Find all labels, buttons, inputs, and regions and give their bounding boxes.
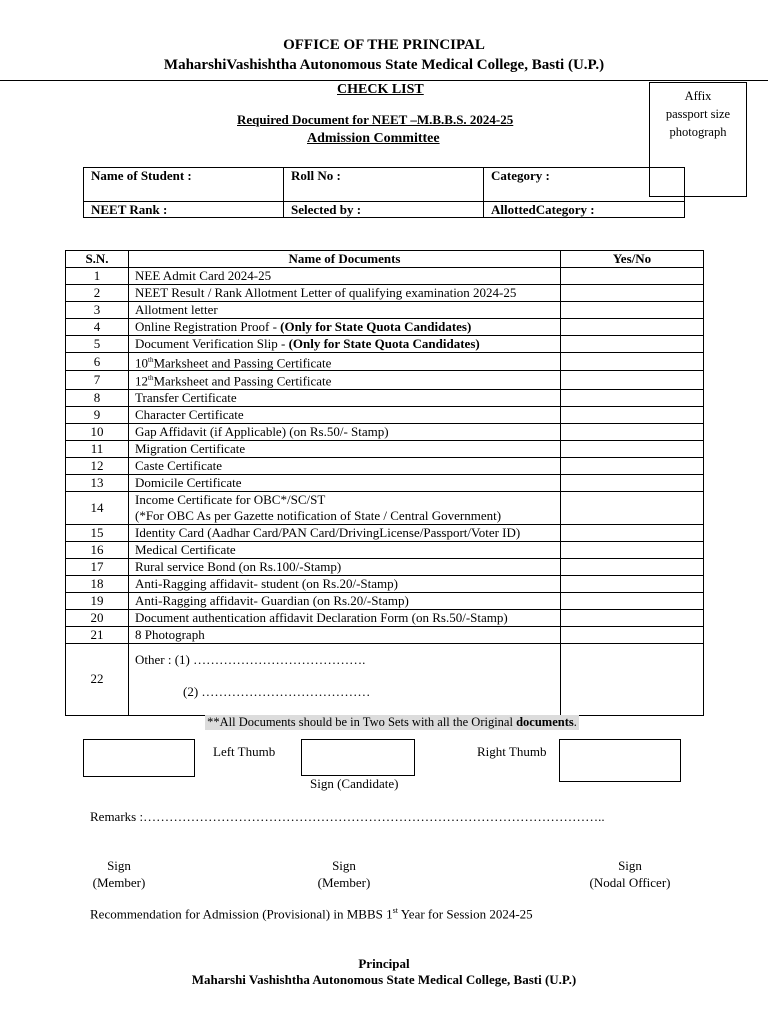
sn-cell: 1 [66, 268, 129, 285]
signature-role: (Member) [92, 875, 146, 890]
yes-no-cell[interactable] [561, 592, 704, 609]
yes-no-cell[interactable] [561, 609, 704, 626]
document-name: Character Certificate [135, 406, 244, 422]
selected-by-field[interactable]: Selected by : [284, 202, 484, 218]
documents-table [65, 250, 704, 716]
yes-no-cell[interactable] [561, 575, 704, 592]
yes-no-cell[interactable] [561, 643, 704, 715]
sn-cell: 15 [66, 524, 129, 541]
grade-number: 10 [135, 355, 148, 371]
table-row [66, 423, 704, 440]
right-thumb-label: Right Thumb [477, 744, 547, 759]
sn-cell: 20 [66, 609, 129, 626]
document-subnote: (*For OBC As per Gazette notification of State / Central Government) [135, 507, 502, 523]
yes-no-header: Yes/No [561, 251, 704, 268]
document-cell [129, 285, 561, 302]
sn-cell: 10 [66, 423, 129, 440]
table-row [66, 406, 704, 423]
document-name: Anti-Ragging affidavit- student (on Rs.20/-Stamp) [135, 575, 398, 591]
required-doc-title: Required Document for NEET –M.B.B.S. 2024-25 [237, 112, 514, 127]
document-name: Income Certificate for OBC*/SC/ST [135, 491, 326, 507]
document-note: (Only for State Quota Candidates) [288, 336, 480, 351]
yes-no-cell[interactable] [561, 524, 704, 541]
sn-cell: 6 [66, 353, 129, 371]
document-cell [129, 524, 561, 541]
documents-header: Name of Documents [129, 251, 561, 268]
document-name: Document authentication affidavit Declaration Form (on Rs.50/-Stamp) [135, 609, 508, 625]
document-cell [129, 302, 561, 319]
signature-sign: Sign [332, 858, 356, 873]
yes-no-cell[interactable] [561, 302, 704, 319]
document-name: NEE Admit Card 2024-25 [135, 268, 272, 283]
document-name: NEET Result / Rank Allotment Letter of qualifying examination 2024-25 [135, 285, 517, 300]
yes-no-cell[interactable] [561, 626, 704, 643]
recommendation-sup: st [392, 906, 398, 915]
document-name: Identity Card (Aadhar Card/PAN Card/DrivingLicense/Passport/Voter ID) [135, 524, 521, 540]
recommendation-pre: Recommendation for Admission (Provisional) in MBBS 1 [90, 906, 393, 922]
document-cell [129, 609, 561, 626]
document-cell [129, 558, 561, 575]
sn-cell: 9 [66, 406, 129, 423]
document-cell [129, 626, 561, 643]
member-signature-2 [314, 857, 374, 891]
table-row [66, 558, 704, 575]
document-cell [129, 319, 561, 336]
sn-cell: 13 [66, 474, 129, 491]
table-row [66, 353, 704, 371]
document-cell [129, 423, 561, 440]
document-cell [129, 491, 561, 524]
document-name: Migration Certificate [135, 440, 246, 456]
note-bold: documents [516, 715, 574, 729]
roll-no-field[interactable]: Roll No : [284, 168, 484, 202]
table-row [66, 592, 704, 609]
signature-sign: Sign [107, 858, 131, 873]
document-name: Document Verification Slip - [135, 336, 289, 351]
sn-cell: 12 [66, 457, 129, 474]
left-thumb-label: Left Thumb [213, 744, 276, 759]
document-cell [129, 336, 561, 353]
photo-box-line: photograph [669, 125, 727, 139]
sn-cell: 2 [66, 285, 129, 302]
sn-cell: 19 [66, 592, 129, 609]
other-line-1: Other : (1) …………………………………. [135, 651, 366, 667]
sn-cell: 5 [66, 336, 129, 353]
yes-no-cell[interactable] [561, 285, 704, 302]
remarks-line[interactable]: Remarks :…………………………………………………………………………………………….. [90, 809, 605, 824]
principal-title: Principal [358, 956, 410, 971]
student-info-table [83, 167, 685, 218]
table-row [66, 491, 704, 524]
document-name: Anti-Ragging affidavit- Guardian (on Rs.20/-Stamp) [135, 592, 409, 608]
table-row [66, 541, 704, 558]
document-name: Transfer Certificate [135, 389, 237, 405]
yes-no-cell[interactable] [561, 491, 704, 524]
signature-role: (Member) [317, 875, 371, 890]
table-row [66, 319, 704, 336]
yes-no-cell[interactable] [561, 423, 704, 440]
yes-no-cell[interactable] [561, 371, 704, 389]
yes-no-cell[interactable] [561, 558, 704, 575]
candidate-sign-label: Sign (Candidate) [310, 776, 399, 791]
committee-title: Admission Committee [307, 131, 440, 146]
table-row [66, 626, 704, 643]
table-row [66, 524, 704, 541]
grade-number: 12 [135, 373, 148, 389]
document-cell [129, 440, 561, 457]
sn-header: S.N. [66, 251, 129, 268]
allotted-category-field[interactable]: AllottedCategory : [484, 202, 685, 218]
documents-note [205, 715, 579, 730]
document-name: Domicile Certificate [135, 474, 242, 490]
header-divider [0, 80, 768, 81]
yes-no-cell[interactable] [561, 541, 704, 558]
document-cell [129, 353, 561, 371]
table-row [66, 302, 704, 319]
office-heading: OFFICE OF THE PRINCIPAL [283, 37, 485, 53]
right-thumb-box[interactable] [559, 739, 681, 782]
yes-no-cell[interactable] [561, 268, 704, 285]
yes-no-cell[interactable] [561, 440, 704, 457]
nodal-officer-signature [585, 857, 675, 891]
yes-no-cell[interactable] [561, 389, 704, 406]
sn-cell: 7 [66, 371, 129, 389]
table-row [66, 609, 704, 626]
document-cell [129, 592, 561, 609]
table-row [66, 371, 704, 389]
left-thumb-box[interactable] [83, 739, 195, 777]
document-cell [129, 575, 561, 592]
table-row [66, 575, 704, 592]
document-cell [129, 457, 561, 474]
sn-cell: 11 [66, 440, 129, 457]
recommendation-post: Year for Session 2024-25 [397, 906, 533, 922]
document-name: Medical Certificate [135, 541, 236, 557]
document-cell [129, 474, 561, 491]
photo-box-line: Affix [684, 89, 712, 103]
footer-college: Maharshi Vashishtha Autonomous State Medical College, Basti (U.P.) [191, 972, 577, 987]
sn-cell: 8 [66, 389, 129, 406]
document-name: Marksheet and Passing Certificate [153, 373, 332, 389]
sn-cell: 3 [66, 302, 129, 319]
signature-role: (Nodal Officer) [589, 875, 671, 890]
sn-cell: 16 [66, 541, 129, 558]
document-cell [129, 389, 561, 406]
college-heading: MaharshiVashishtha Autonomous State Medical College, Basti (U.P.) [163, 57, 605, 73]
document-name: Online Registration Proof - [135, 319, 281, 334]
neet-rank-field[interactable]: NEET Rank : [84, 202, 284, 218]
document-name: 8 Photograph [135, 626, 205, 642]
table-row [66, 285, 704, 302]
photo-box-line: passport size [665, 107, 731, 121]
table-row [66, 268, 704, 285]
grade-sup: th [148, 356, 154, 364]
table-row [66, 389, 704, 406]
table-row [66, 457, 704, 474]
recommendation-text [90, 906, 533, 922]
sn-cell: 14 [66, 491, 129, 524]
document-cell [129, 406, 561, 423]
sn-cell: 17 [66, 558, 129, 575]
member-signature-1 [89, 857, 149, 891]
document-name: Rural service Bond (on Rs.100/-Stamp) [135, 558, 342, 574]
candidate-sign-box[interactable] [301, 739, 415, 776]
table-row-other [66, 643, 704, 715]
other-documents-cell[interactable] [129, 643, 561, 715]
sn-cell: 18 [66, 575, 129, 592]
document-cell [129, 371, 561, 389]
document-name: Allotment letter [135, 302, 218, 317]
sn-cell: 21 [66, 626, 129, 643]
check-list-title: CHECK LIST [337, 82, 424, 97]
sn-cell: 22 [66, 643, 129, 715]
document-name: Caste Certificate [135, 457, 222, 473]
yes-no-cell[interactable] [561, 457, 704, 474]
document-note: (Only for State Quota Candidates) [280, 319, 472, 334]
yes-no-cell[interactable] [561, 406, 704, 423]
yes-no-cell[interactable] [561, 319, 704, 336]
grade-sup: th [148, 374, 154, 383]
document-cell [129, 268, 561, 285]
signature-sign: Sign [618, 858, 642, 873]
yes-no-cell[interactable] [561, 353, 704, 371]
table-row [66, 336, 704, 353]
yes-no-cell[interactable] [561, 336, 704, 353]
sn-cell: 4 [66, 319, 129, 336]
document-name: Marksheet and Passing Certificate [153, 355, 332, 371]
note-text: **All Documents should be in Two Sets with all the Original [207, 715, 517, 729]
note-end: . [573, 715, 577, 729]
table-row [66, 440, 704, 457]
yes-no-cell[interactable] [561, 474, 704, 491]
document-cell [129, 541, 561, 558]
other-line-2: (2) ………………………………… [183, 683, 371, 699]
document-name: Gap Affidavit (if Applicable) (on Rs.50/- Stamp) [135, 423, 389, 439]
table-row [66, 474, 704, 491]
category-field[interactable]: Category : [484, 168, 685, 202]
student-name-field[interactable]: Name of Student : [84, 168, 284, 202]
